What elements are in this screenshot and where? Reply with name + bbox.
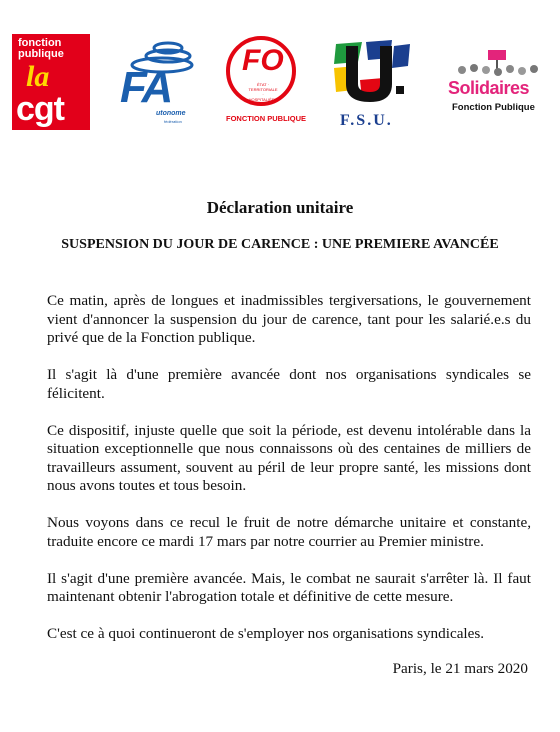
paragraph-1: Ce matin, après de longues et inadmissibles tergiversations, le gouvernement vient d'annoncer la suspension du jour de carence, tant pour les salarié.e.s du privé que de la Fonction publique. <box>47 292 531 346</box>
fa-logo-sub2: fédération <box>164 119 182 124</box>
cgt-logo-line1: fonction <box>18 37 62 49</box>
fo-fonction-publique-logo <box>220 36 306 130</box>
cgt-logo-caption <box>18 38 64 60</box>
fsu-u-icon <box>332 40 412 110</box>
document-signoff: Paris, le 21 mars 2020 <box>392 660 528 677</box>
fsu-logo <box>332 40 412 132</box>
union-logos-header <box>0 0 560 150</box>
paragraph-5: Il s'agit d'une première avancée. Mais, le combat ne saurait s'arrêter là. Il faut maintenant obtenir l'abrogation totale et définitive de cette mesure. <box>47 569 531 605</box>
fa-logo-word: FA <box>120 63 171 112</box>
document-body <box>47 292 531 662</box>
paragraph-2: Il s'agit là d'une première avancée dont nos organisations syndicales se félicitent. <box>47 366 531 402</box>
fo-logo-word: FO <box>242 44 284 77</box>
document-subtitle: SUSPENSION DU JOUR DE CARENCE : UNE PREMIERE AVANCÉE <box>61 237 499 252</box>
fa-autonome-logo <box>118 38 200 128</box>
fa-logo-sub: utonome <box>156 110 186 117</box>
cgt-logo-line2: publique <box>18 48 64 60</box>
solidaires-crowd-icon <box>448 50 548 80</box>
document-title: Déclaration unitaire <box>206 198 354 217</box>
paragraph-6: C'est ce à quoi continueront de s'employer nos organisations syndicales. <box>47 625 485 642</box>
solidaires-fonction-publique-logo <box>448 50 548 124</box>
fsu-logo-label: F.S.U. <box>340 112 393 129</box>
cgt-logo-la: la <box>26 60 50 93</box>
fo-logo-label: FONCTION PUBLIQUE <box>226 114 306 123</box>
paragraph-4: Nous voyons dans ce recul le fruit de notre démarche unitaire et constante, traduite encore ce mardi 17 mars par notre courrier au Premier ministre. <box>47 514 531 550</box>
paragraph-3: Ce dispositif, injuste quelle que soit la période, est devenu intolérable dans la situation exceptionnelle que nous connaissons où des centaines de milliers de travailleurs assument, souvent au péril de leur propre santé, les missions dont nous avons toutes et tous besoin. <box>47 421 531 494</box>
solidaires-logo-sub: Fonction Publique <box>452 102 535 113</box>
fo-logo-small: ÉTAT · TERRITORIALE · HOSPITALIÈRE <box>248 82 278 102</box>
cgt-fonction-publique-logo <box>12 34 90 130</box>
solidaires-logo-word: Solidaires <box>448 78 530 98</box>
cgt-logo-word: cgt <box>16 90 64 128</box>
